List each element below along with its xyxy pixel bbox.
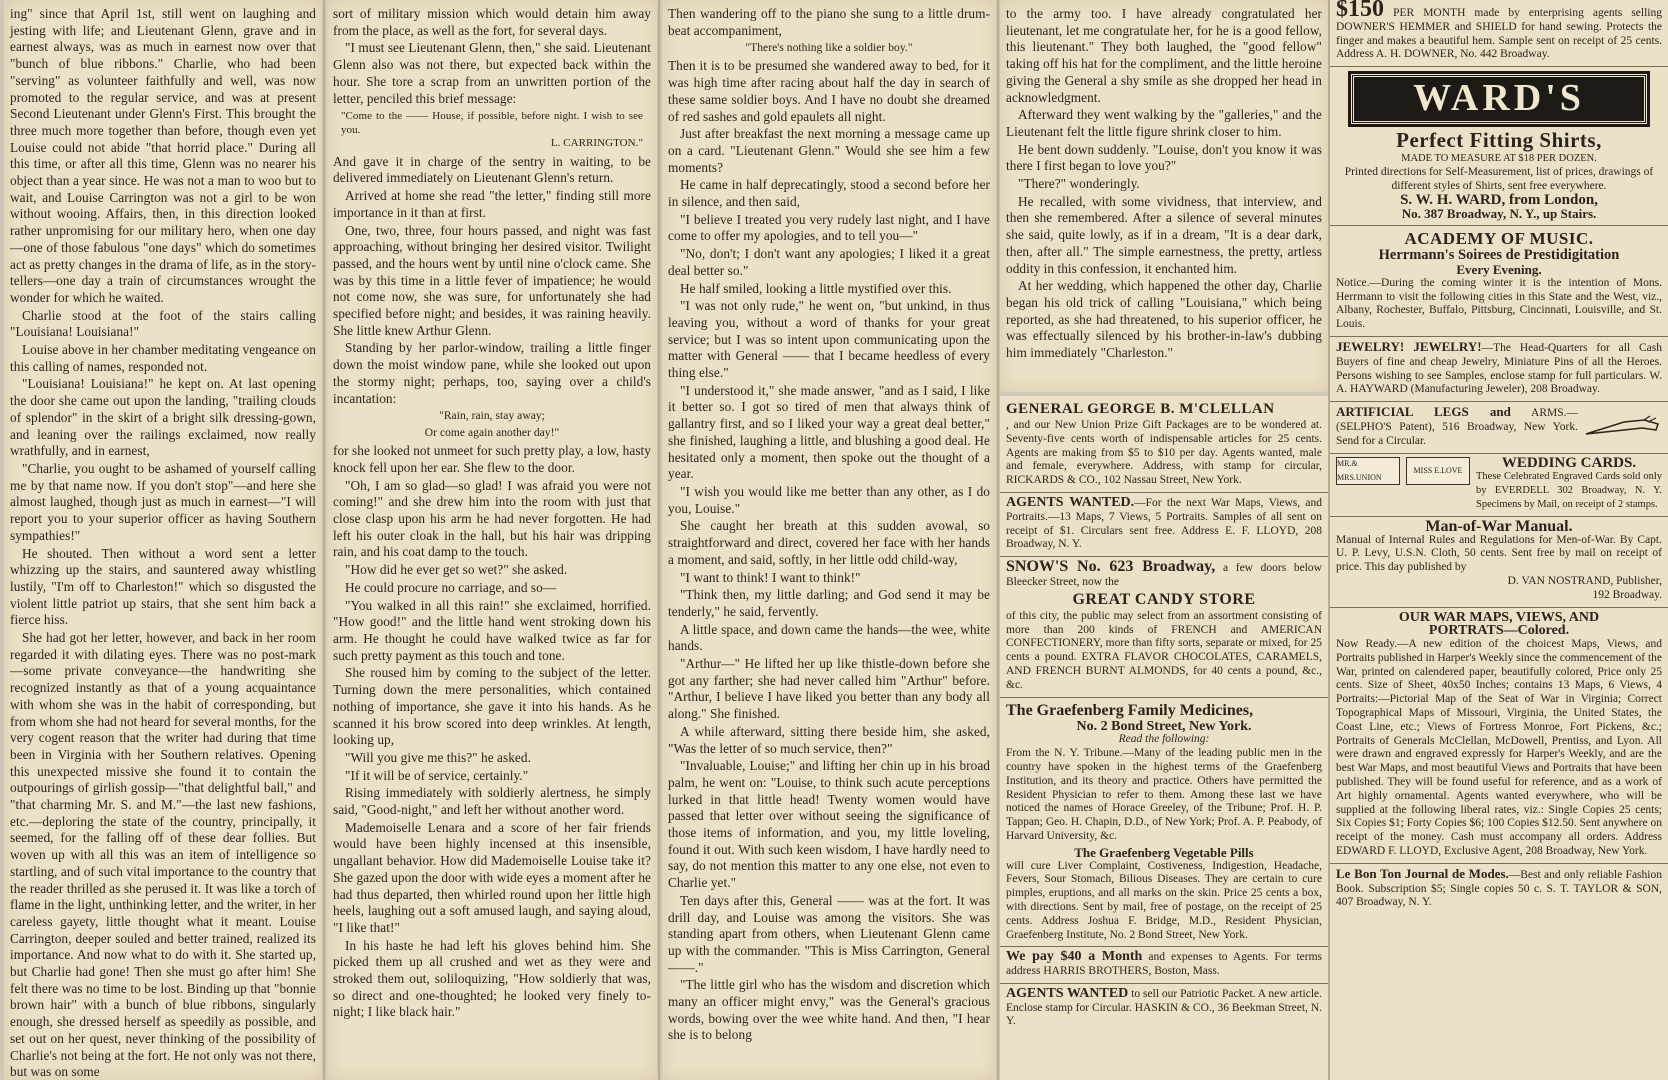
ad-snows-candy xyxy=(1000,557,1328,697)
ad-body: of this city, the public may select from an assortment consisting of more than 200 kinds of FRENCH and AMERICAN CONFECTIONERY, more than fifty sorts, separate or mixed, for 25 cents a pound. EXTRA FLAVOR CHOCOLATES, CARAMELS, AND FRENCH BURNT ALMONDS, for 40 cents a pound, &c., &c. xyxy=(1006,609,1322,691)
ad-haskin xyxy=(1000,984,1328,1033)
ad-title: OUR WAR MAPS, VIEWS, AND xyxy=(1398,609,1600,625)
story-paragraph: "I want to think! I want to think!" xyxy=(680,569,861,585)
ad-agents-wanted-maps xyxy=(1000,493,1328,557)
story-paragraph: "I believe I treated you very rudely last night, and I have come to offer my apologies, and to tell you—" xyxy=(668,211,990,244)
story-paragraph: "Think then, my little darling; and God send it may be tenderly," he said, fervently. xyxy=(668,587,990,619)
note-signature: L. CARRINGTON." xyxy=(550,137,643,150)
story-paragraph: for she looked not unmeet for such pretty play, a low, hasty knock fell upon her ear. She flew to the door. xyxy=(333,443,651,475)
story-paragraph: "Invaluable, Louise;" and lifting her chin up in his broad palm, he went on: "Louise, to think such acute perceptions lurked in that little head! Twenty women would have passed that letter over without seeing the significance of those items of information, and you, my little loveling, found it out. With such keen wisdom, I have hardly need to say, do not mention this matter to any one else, not even to Charlie yet." xyxy=(668,758,990,891)
artificial-arm-icon xyxy=(1584,412,1662,442)
ad-firm: S. W. H. WARD, from London, xyxy=(1400,191,1598,208)
story-paragraph: Afterward they went walking by the "galleries," and the Lieutenant felt the little figure shrink closer to him. xyxy=(1006,107,1322,139)
ad-body: Now Ready.—A new edition of the choicest Maps, Views, and Portraits published in Harper's Weekly since the commencement of the War, printed on calendered paper, beautifully colored, Price only 25 cents. Size of Sheet, 40x50 Inches; contains 13 Maps, 6 Views, 4 Portraits:—Pictorial Map of the Seat of War in Virginia; Correct Topographical Maps of Missouri, Virginia, the United States, the Coast Line, etc.; Views of Fortress Monroe, Fort Pickens, &c.; Portraits of Generals McClellan, McDowell, Prentiss, and Lyon. All were drawn and engraved expressly for Harper's Weekly, and are the best War Maps, and most beautiful Views and Portraits that have been published. They will be found useful for reference, and as a work of Art highly ornamental. Agents wanted everywhere, who will be supplied at the following liberal rates, viz.: Single Copies 25 cents; Six Copies $1; Forty Copies $6; 100 Copies $12.50. Sent anywhere on receipt of the money. Cash must accompany all orders. Address EDWARD F. LLOYD, Exclusive Agent, 208 Broadway, New York. xyxy=(1336,638,1662,858)
story-paragraph: sort of military mission which would detain him away from the place, as well as the fort, for several days. xyxy=(333,6,651,38)
story-column-3 xyxy=(662,0,996,1080)
ad-body: —For the next War Maps, Views, and Portraits.—13 Maps, 7 Views, 5 Portraits. Samples of all sent on receipt of $1. Circulars sent free. Address E. F. LLOYD, 208 Broadway, N. Y. xyxy=(1006,496,1322,551)
ad-mcclellan xyxy=(1000,396,1328,493)
story-paragraph: "There?" wonderingly. xyxy=(1018,176,1140,192)
ad-title: SNOW'S No. 623 Broadway, xyxy=(1006,558,1216,576)
story-paragraph: Louise above in her chamber meditating vengeance on this calling of names, responded not. xyxy=(10,342,316,374)
story-column-4 xyxy=(1000,0,1328,392)
wedding-cards-row xyxy=(1336,454,1662,512)
story-paragraph: Arrived at home she read "the letter," finding still more importance in it than at first. xyxy=(333,188,651,220)
story-paragraph: "How did he ever get so wet?" she asked. xyxy=(345,562,568,578)
story-paragraph: to the army too. I have already congratulated her lieutenant, let me congratulate her, for he is a good fellow, this lieutenant." They both laughed, the "good fellow" taking off his hat for the compliment, and the little heroine giving the General a shy smile as she dropped her head in acknowledgment. xyxy=(1006,6,1322,105)
story-paragraph: He bent down suddenly. "Louise, don't you know it was there I first began to love you?" xyxy=(1006,141,1322,174)
story-paragraph: Charlie stood at the foot of the stairs calling "Louisiana! Louisiana!" xyxy=(10,307,316,340)
ad-signature: D. VAN NOSTRAND, Publisher, xyxy=(1507,574,1662,587)
story-paragraph: "I wish you would like me better than any other, as I do you, Louise." xyxy=(668,483,990,516)
ad-jewelry xyxy=(1330,337,1668,402)
story-paragraph: He shouted. Then without a word sent a letter whizzing up the stairs, and sauntered away whistling lustily, "I'm off to Charleston!" which so disgusted the violent little patriot up stairs, that she sent him back a fierce hiss. xyxy=(10,545,316,628)
ad-heading: Read the following: xyxy=(1118,733,1210,746)
story-paragraph: She had got her letter, however, and back in her room regarded it with dilating eyes. There was no post-mark—some private conveyance—the handwriting she recognized instantly as that of a young acquaintance with whom she was in the habit of corresponding, but from whom she had not heard for several months, for the very cogent reason that the writer had during that time been in Virginia with her Southern relatives. Opening this unexpected missive she found it to contain the outpourings of girlish gossip—"that delightful ball," and "that charming Mr. S. and M."—the last new fashions, etc.—deploring the state of the country, principally, it seemed, for the falling off of these dear follies. But woven up with all this was an item of intelligence so startling, and of such vital importance to the country that the reader thrilled as she perused it. It was like a torch of flame in the light, unthinking letter, and the writer, in her careless gayety, little thought what it meant. Louise Carrington, deeper souled and better trained, realized its importance. And now what to do with it. She started up, but Charlie had gone! Then she must go after him! She felt there was no time to be lost. Binding up that "bonnie brown hair" with a bunch of blue ribbons, singularly enough, she dressed herself as speedily as possible, and set out on her quest, never thinking of the possibility of Charlie's not being at the fort. He not only was not there, but was on some xyxy=(10,630,316,1080)
wedding-card-sample: MR.& MRS.UNION xyxy=(1336,457,1400,485)
ad-title: Le Bon Ton Journal de Modes. xyxy=(1336,865,1509,881)
ad-sub: a few doors below Bleecker Street, now the xyxy=(1006,562,1322,588)
story-paragraph: "Will you give me this?" he asked. xyxy=(345,749,531,765)
ad-man-of-war-manual xyxy=(1330,517,1668,608)
ad-title: ARTIFICIAL LEGS and xyxy=(1336,404,1511,420)
story-paragraph: Just after breakfast the next morning a message came up on a card. "Lieutenant Glenn." Would she see him a few moments? xyxy=(668,126,990,175)
column-rule xyxy=(323,0,325,1080)
story-paragraph: Ten days after this, General —— was at the fort. It was drill day, and Louise was among the visitors. She was standing apart from others, when Lieutenant Glenn came up with the commander. "This is Miss Carrington, General ——." xyxy=(668,892,990,975)
ad-graefenberg xyxy=(1000,698,1328,948)
story-paragraph: He half smiled, looking a little mystified over this. xyxy=(680,280,952,296)
ad-body: ARMS.—(SELPHO'S Patent), 516 Broadway, New York. Send for a Circular. xyxy=(1336,407,1578,447)
story-paragraph: One, two, three, four hours passed, and night was fast approaching, without bringing her desired visitor. Twilight passed, and the hours went by until nine o'clock came. She was by this time in a little fever of impatience; he would not come now, she was sure, for unfortunately she had specified before night; and besides, it was raining heavily. She little knew Arthur Glenn. xyxy=(333,222,651,338)
ad-body: Manual of Internal Rules and Regulations for Men-of-War. By Capt. U. P. Levy, U.S.N. Cloth, 50 cents. Sent free by mail on receipt of price. This day published by xyxy=(1336,533,1662,574)
ad-artificial-legs xyxy=(1330,402,1668,453)
ad-title: JEWELRY! JEWELRY! xyxy=(1336,338,1482,354)
ad-sub: No. 2 Bond Street, New York. xyxy=(1076,718,1252,734)
ad-body: —Best and only reliable Fashion Book. Subscription $5; Single copies 50 c. S. T. TAYLOR & SON, 407 Broadway, N. Y. xyxy=(1336,868,1662,909)
story-paragraph: He came in half deprecatingly, stood a second before her in silence, and then said, xyxy=(668,177,990,210)
story-paragraph: He could procure no carriage, and so— xyxy=(345,579,557,595)
ad-title-2: The Graefenberg Vegetable Pills xyxy=(1074,844,1254,860)
ad-price: $150 xyxy=(1336,0,1384,22)
ad-address: No. 387 Broadway, N. Y., up Stairs. xyxy=(1401,206,1597,222)
story-paragraph: He recalled, with some vividness, that interview, and then she remembered. After a silence of several minutes she said, quite lowly, as if in a dream, "It is a dear dark, then, after all." The simple earnestness, the pretty, artless oddity in this confession, it enchanted him. xyxy=(1006,193,1322,276)
wedding-card-sample: MISS E.LOVE xyxy=(1406,457,1470,485)
ad-body: PER MONTH made by enterprising agents selling DOWNER'S HEMMER and SHIELD for hand sewing. Protects the finger and makes a beautiful hem. Sample sent on receipt of 25 cents. Address A. H. DOWNER, No. 442 Broadway. xyxy=(1336,7,1663,61)
ad-title: WEDDING CARDS. xyxy=(1501,454,1637,471)
advertisements-right xyxy=(1330,0,1668,1080)
story-paragraph: At her wedding, which happened the other day, Charlie began his old trick of calling "Louisiana," which being reported, as she had threatened, to his superior officer, he was effectually silenced by his brother-in-law's dubbing him immediately "Charleston." xyxy=(1006,278,1322,361)
wards-logo: WARD'S xyxy=(1351,74,1647,124)
ad-body: —The Head-Quarters for all Cash Buyers of fine and cheap Jewelry, Miniature Pins of all the Heroes. Persons wishing to see Samples, enclose stamp for full particulars. W. A. HAYWARD (Manufacturing Jeweler), 208 Broadway. xyxy=(1336,341,1663,396)
story-paragraph: In his haste he had left his gloves behind him. She picked them up all crushed and wet as they were and stroked them out, soliloquizing, "How soldierly that was, so direct and one-thoughted; he looked very finely to-night; I like black hair." xyxy=(333,937,651,1020)
ad-sub-2: Every Evening. xyxy=(1456,261,1542,277)
verse-line: "Rain, rain, stay away; xyxy=(439,410,545,423)
column-rule xyxy=(997,0,999,1080)
ad-body: These Celebrated Engraved Cards sold only by EVERDELL 302 Broadway, N. Y. Specimens by Mail, on receipt of 2 stamps. xyxy=(1476,471,1662,510)
story-paragraph: "Oh, I am so glad—so glad! I was afraid you were not coming!" and she drew him into the room with just that close clasp upon his arm he had never forgotten. He had left his outer cloak in the hall, but his hair was dripping rain, and his coat damp to the touch. xyxy=(333,477,651,560)
story-paragraph: "I was not only rude," he went on, "but unkind, in thus leaving you, without a word of thanks for your great service; but I was so intent upon communicating upon the matter with General —— that I became heedless of every thing else." xyxy=(668,298,990,381)
ad-title-2: PORTRATS—Colored. xyxy=(1428,623,1570,639)
story-column-2 xyxy=(327,0,657,1080)
story-paragraph: "I understood it," she made answer, "and as I said, I like it better so. I got so tired of men that always think of gallantry first, and so I liked your way a great deal better," she finished, laughing a little, and blushing a good deal. He hesitated only a moment, then spoke out the thought of a year. xyxy=(668,382,990,482)
story-paragraph: "You walked in all this rain!" she exclaimed, horrified. "How good!" and the little hand went stroking down his arm. He thought he could have walked twice as far for such pretty payment as this touch and tone. xyxy=(333,597,651,663)
story-paragraph: "Arthur—" He lifted her up like thistle-down before she got any farther; she had never called him "Arthur" before. "Arthur, I believe I have liked you better than any body all along." She finished. xyxy=(668,656,990,722)
ad-title: Man-of-War Manual. xyxy=(1425,517,1573,535)
story-column-1 xyxy=(4,0,322,1080)
ad-title: AGENTS WANTED. xyxy=(1006,494,1135,510)
story-paragraph: Rising immediately with soldierly alertness, he simply said, "Good-night," and left her without another word. xyxy=(333,785,651,818)
ad-body: , and our New Union Prize Gift Packages are to be wondered at. Seventy-five cents worth of indispensable articles for 25 cents. Agents are making from $5 to $10 per day. Agents wanted, male and female, everywhere. Address, with stamp for circular, RICKARDS & CO., 102 Nassau Street, New York. xyxy=(1006,419,1322,487)
advertisements-middle xyxy=(1000,396,1328,1080)
story-paragraph: Standing by her parlor-window, trailing a little finger down the moist window pane, while she looked out upon the stormy night; perhaps, too, saying over a child's incantation: xyxy=(333,340,651,406)
story-paragraph: Then wandering off to the piano she sung to a little drum-beat accompaniment, xyxy=(668,6,990,38)
ad-body: From the N. Y. Tribune.—Many of the leading public men in the country have spoken in the highest terms of the Graefenberg Institution, and its theory and practice. Others have permitted the Resident Physician to refer to them. Among these last we have noticed the names of Horace Greeley, of the Tribune; Prof. H. P. Tappan; Geo. H. Chapin, D.D., of New York; Prof. A. P. Peabody, of Harvard University, &c. xyxy=(1006,747,1322,842)
story-paragraph: A little space, and down came the hands—the wee, white hands. xyxy=(668,621,990,654)
ad-wards xyxy=(1330,67,1668,226)
ad-title: Perfect Fitting Shirts, xyxy=(1396,128,1602,153)
story-paragraph: Then it is to be presumed she wandered away to bed, for it was high time after racing about half the day in search of these same soldier boys. And I have no doubt she dreamed of red sashes and gold epaulets all night. xyxy=(668,58,990,124)
ad-bon-ton xyxy=(1330,864,1668,914)
story-paragraph: "Charlie, you ought to be ashamed of yourself calling me by that name now. If you don't stop"—and here she almost laughed, though just as much in earnest—"I will report you to your superior officer as having Southern sympathies!" xyxy=(10,460,316,543)
ad-academy-of-music xyxy=(1330,226,1668,337)
story-paragraph: ing" since that April 1st, still went on laughing and jesting with life; and Lieutenant Glenn, grave and in earnest always, was as much in earnest now over that "bunch of blue ribbons." Charlie, who had been "serving" as volunteer faithfully and well, was now promoted to the regular service, and was at present Second Lieutenant under Glenn's First. This brought the three much more together than before, though even yet Louise could not abide "that horrid place." During all this time, or after all this time, Glenn was no nearer his object than a year since. He was not a man to woo but to wait, and Louise Carrington was not a girl to be won without wooing. Affairs, then, in this direction looked rather unpromising for our military hero, when one day—one of those fabulous "one days" which do sometimes act as pretty changes in the drama of life, as in the story-tellers—one day a train of circumstances wrought the wonder for which he waited. xyxy=(10,6,316,305)
ad-sub: Herrmann's Soirees de Prestidigitation xyxy=(1378,247,1620,264)
ad-title: AGENTS WANTED xyxy=(1006,985,1129,1001)
story-paragraph: She roused him by coming to the subject of the letter. Turning down the mere personalities, which contained nothing of importance, she gave it into his hands. As he scanned it his brow scored into deep wrinkles. At length, looking up, xyxy=(333,665,651,748)
story-paragraph: Mademoiselle Lenara and a score of her fair friends would have been highly incensed at this insensible, ungallant behavior. How did Mademoiselle Louise take it? She gazed upon the door with wide eyes a moment after he had thus departed, then whirled round upon her little high heels, laughing out a soft amused laugh, and saying aloud, "I like that!" xyxy=(333,819,651,935)
story-paragraph: "No, don't; I don't want any apologies; I liked it a great deal better so." xyxy=(668,246,990,278)
story-paragraph: "If it will be of service, certainly." xyxy=(345,767,529,783)
ad-title: ACADEMY OF MUSIC. xyxy=(1404,229,1594,249)
ad-war-maps xyxy=(1330,608,1668,864)
story-paragraph: "Louisiana! Louisiana!" he kept on. At last opening the door she came out upon the landing, "trailing clouds of splendor" in the skirt of a bright silk dressing-gown, and leaning over the railings exclaimed, now really wrathfully, and in earnest, xyxy=(10,376,316,459)
column-rule xyxy=(658,0,660,1080)
verse-line: Or come again another day!" xyxy=(424,427,560,440)
ad-harris-brothers xyxy=(1000,947,1328,984)
story-paragraph: "The little girl who has the wisdom and discretion which many an officer might envy," was the General's gracious words, bowing over the wee white hand. And then, "I hear she is to belong xyxy=(668,977,990,1043)
ad-wedding-cards xyxy=(1330,454,1668,517)
ad-body-2: will cure Liver Complaint, Costiveness, Indigestion, Headache, Fevers, Sour Stomach, Bilious Diseases. They are certain to cure pimples, eruptions, and all marks on the skin. Price 25 cents a box, with directions. Sent by mail, free of postage, on the receipt of 25 cents. Address Joshua F. Bridge, M.D., Resident Physician, Graefenberg Institute, No. 2 Bond Street, New York. xyxy=(1006,859,1322,941)
ad-title: We pay $40 a Month xyxy=(1006,949,1143,965)
note-text: "Come to the —— House, if possible, before night. I wish to see you. xyxy=(341,110,643,136)
ad-body: and expenses to Agents. For terms address HARRIS BROTHERS, Boston, Mass. xyxy=(1006,951,1322,978)
ad-signature-2: 192 Broadway. xyxy=(1592,588,1662,601)
ad-downer xyxy=(1330,0,1668,67)
ad-title: The Graefenberg Family Medicines, xyxy=(1006,701,1254,719)
story-paragraph: A while afterward, sitting there beside him, she asked, "Was the letter of so much service, then?" xyxy=(668,723,990,756)
ad-made: MADE TO MEASURE AT $18 PER DOZEN. xyxy=(1401,153,1597,165)
ad-heading: GREAT CANDY STORE xyxy=(1072,590,1256,608)
ad-title: GENERAL GEORGE B. M'CLELLAN xyxy=(1006,401,1275,417)
penciled-note xyxy=(341,110,643,151)
story-paragraph: She caught her breath at this sudden avowal, so straightforward and direct, covered her face with her hands a moment, and said, softly, in her little odd child-way, xyxy=(668,518,990,567)
ad-body: to sell our Patriotic Packet. A new article. Enclose stamp for Circular. HASKIN & CO., 36 Beekman Street, N. Y. xyxy=(1006,987,1322,1028)
ad-body: Notice.—During the coming winter it is the intention of Mons. Herrmann to visit the following cities in this State and the West, viz., Albany, Rochester, Buffalo, Pittsburg, Cincinnati, Louisville, and St. Louis. xyxy=(1336,276,1662,331)
ad-body: Printed directions for Self-Measurement, list of prices, drawings of different styles of Shirts, sent free everywhere. xyxy=(1344,165,1654,192)
story-paragraph: "I must see Lieutenant Glenn, then," she said. Lieutenant Glenn also was not there, but expected back within the hour. She tore a scrap from an unwritten portion of the letter, penciled this brief message: xyxy=(333,40,651,106)
story-paragraph: And gave it in charge of the sentry in waiting, to be delivered immediately on Lieutenant Glenn's return. xyxy=(333,153,651,186)
verse-line: "There's nothing like a soldier boy." xyxy=(745,42,913,55)
